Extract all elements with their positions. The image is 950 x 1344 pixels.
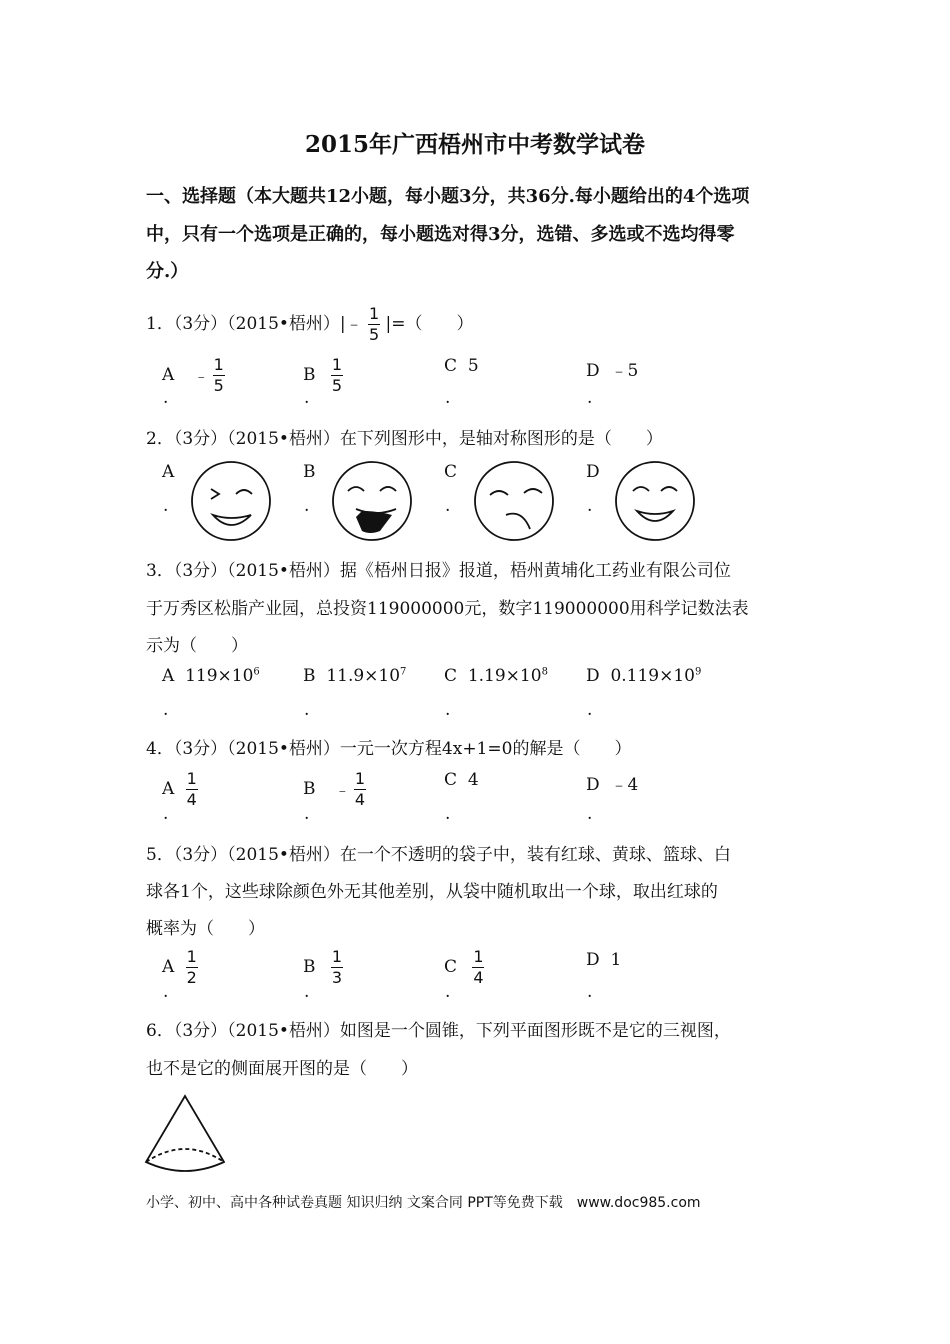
q5-a-den: 2 [186, 968, 197, 987]
q5-a-label: A [162, 957, 175, 977]
q5-c-num: 1 [473, 947, 484, 966]
q1-b-den: 5 [331, 376, 342, 395]
q1-frac-num: 1 [368, 304, 380, 323]
q3-d-base: 0.119×10 [610, 666, 695, 686]
q5-d-label: D [586, 950, 600, 970]
question-5-line3: 概率为（ ） [146, 919, 265, 939]
q5-c-label: C [444, 957, 458, 977]
q3-dot-d: . [587, 700, 593, 720]
q4-c-label: C [444, 770, 458, 790]
q5-c-den: 4 [473, 968, 484, 987]
q3-a-base: 119×10 [185, 666, 254, 686]
q5-dot-c: . [445, 982, 451, 1002]
q4-a-label: A [162, 779, 175, 799]
q1-dot-c: . [445, 388, 451, 408]
q4-b-label: B [303, 779, 316, 799]
q3-a-label: A [162, 666, 175, 686]
q1-a-sign: ﹣ [193, 367, 209, 385]
q5-b-label: B [303, 957, 316, 977]
q4-b-num: 1 [354, 769, 366, 788]
question-3-line3: 示为（ ） [146, 636, 248, 656]
q3-b-exp: 7 [400, 666, 407, 678]
q2-a-label: A [162, 462, 175, 482]
q4-dot-d: . [587, 804, 593, 824]
q3-d-exp: 9 [695, 666, 702, 678]
q1-c-text: 5 [467, 356, 479, 376]
q4-dot-c: . [445, 804, 451, 824]
q5-dot-d: . [587, 982, 593, 1002]
q5-b-num: 1 [331, 947, 342, 966]
section-heading-line3: 分.） [146, 261, 189, 282]
q2-dot-d: . [587, 496, 593, 516]
q5-dot-b: . [304, 982, 310, 1002]
question-6-line2: 也不是它的侧面展开图的是（ ） [146, 1059, 418, 1079]
question-6-line1: 6．（3分）（2015•梧州）如图是一个圆锥，下列平面图形既不是它的三视图， [146, 1021, 731, 1041]
question-3-line1: 3．（3分）（2015•梧州）据《梧州日报》报道，梧州黄埔化工药业有限公司位 [146, 561, 731, 581]
q2-dot-c: . [445, 496, 451, 516]
q3-option-a [162, 666, 260, 686]
q1-a-num: 1 [213, 355, 224, 374]
q4-a-num: 1 [186, 769, 197, 788]
q2-d-label: D [586, 462, 600, 482]
q2-dot-b: . [304, 496, 310, 516]
q1-a-den: 5 [213, 376, 224, 395]
question-5-line2: 球各1个，这些球除颜色外无其他差别，从袋中随机取出一个球，取出红球的 [146, 882, 718, 902]
q1-c-label: C [444, 356, 458, 376]
q1-d-text: ﹣5 [610, 361, 639, 381]
q1-b-num: 1 [331, 355, 342, 374]
q1-prefix: 1．（3分）（2015•梧州）|﹣ [146, 314, 363, 334]
q1-dot-b: . [304, 388, 310, 408]
q1-option-d [586, 356, 638, 381]
q1-a-label: A [162, 365, 175, 385]
q5-d-text: 1 [610, 950, 622, 970]
question-4: 4．（3分）（2015•梧州）一元一次方程4x+1=0的解是（ ） [146, 739, 632, 759]
q4-a-den: 4 [186, 790, 197, 809]
q1-fraction [368, 305, 380, 344]
q1-option-c [444, 356, 479, 376]
q4-option-c [444, 770, 479, 790]
q3-option-c [444, 666, 548, 686]
q4-d-label: D [586, 775, 600, 795]
q3-dot-b: . [304, 700, 310, 720]
q3-b-base: 11.9×10 [326, 666, 401, 686]
question-3-line2: 于万秀区松脂产业园，总投资119000000元，数字119000000用科学记数法表 [146, 599, 749, 619]
q2-dot-a: . [163, 496, 169, 516]
q1-d-label: D [586, 361, 600, 381]
page-footer: 小学、初中、高中各种试卷真题 知识归纳 文案合同 PPT等免费下载 www.doc985.com [146, 1195, 701, 1211]
q2-c-label: C [444, 462, 458, 482]
q4-d-text: ﹣4 [610, 775, 639, 795]
q4-option-d [586, 770, 638, 795]
cone-figure-icon [140, 1092, 230, 1176]
question-1 [146, 305, 473, 344]
q1-dot-d: . [587, 388, 593, 408]
q3-option-d [586, 666, 701, 686]
page-title: 2015年广西梧州市中考数学试卷 [304, 131, 645, 158]
q1-b-label: B [303, 365, 316, 385]
q5-dot-a: . [163, 982, 169, 1002]
face-d-icon [613, 459, 697, 543]
q4-dot-a: . [163, 804, 169, 824]
face-b-icon [330, 459, 414, 543]
q2-b-label: B [303, 462, 316, 482]
q3-d-label: D [586, 666, 600, 686]
q1-dot-a: . [163, 388, 169, 408]
q3-c-label: C [444, 666, 458, 686]
q3-option-b [303, 666, 406, 686]
q4-b-den: 4 [354, 790, 366, 809]
q4-option-b [303, 770, 366, 809]
face-c-icon [472, 459, 556, 543]
q1-option-a [162, 356, 225, 395]
section-heading-line2: 中，只有一个选项是正确的，每小题选对得3分，选错、多选或不选均得零 [146, 224, 735, 245]
q3-c-base: 1.19×10 [467, 666, 542, 686]
q5-a-num: 1 [186, 947, 197, 966]
face-a-icon [189, 459, 273, 543]
section-heading-line1: 一、选择题（本大题共12小题，每小题3分，共36分.每小题给出的4个选项 [146, 186, 750, 207]
q4-b-sign: ﹣ [334, 781, 350, 799]
question-2: 2．（3分）（2015•梧州）在下列图形中，是轴对称图形的是（ ） [146, 429, 663, 449]
q4-dot-b: . [304, 804, 310, 824]
q1-suffix: |=（ ） [385, 314, 474, 334]
q3-dot-a: . [163, 700, 169, 720]
q1-frac-den: 5 [368, 325, 380, 344]
q3-b-label: B [303, 666, 316, 686]
q3-a-exp: 6 [253, 666, 260, 678]
q4-c-text: 4 [467, 770, 479, 790]
q3-c-exp: 8 [541, 666, 548, 678]
q3-dot-c: . [445, 700, 451, 720]
question-5-line1: 5．（3分）（2015•梧州）在一个不透明的袋子中，装有红球、黄球、篮球、白 [146, 845, 731, 865]
q5-b-den: 3 [331, 968, 342, 987]
q5-option-d [586, 950, 621, 970]
